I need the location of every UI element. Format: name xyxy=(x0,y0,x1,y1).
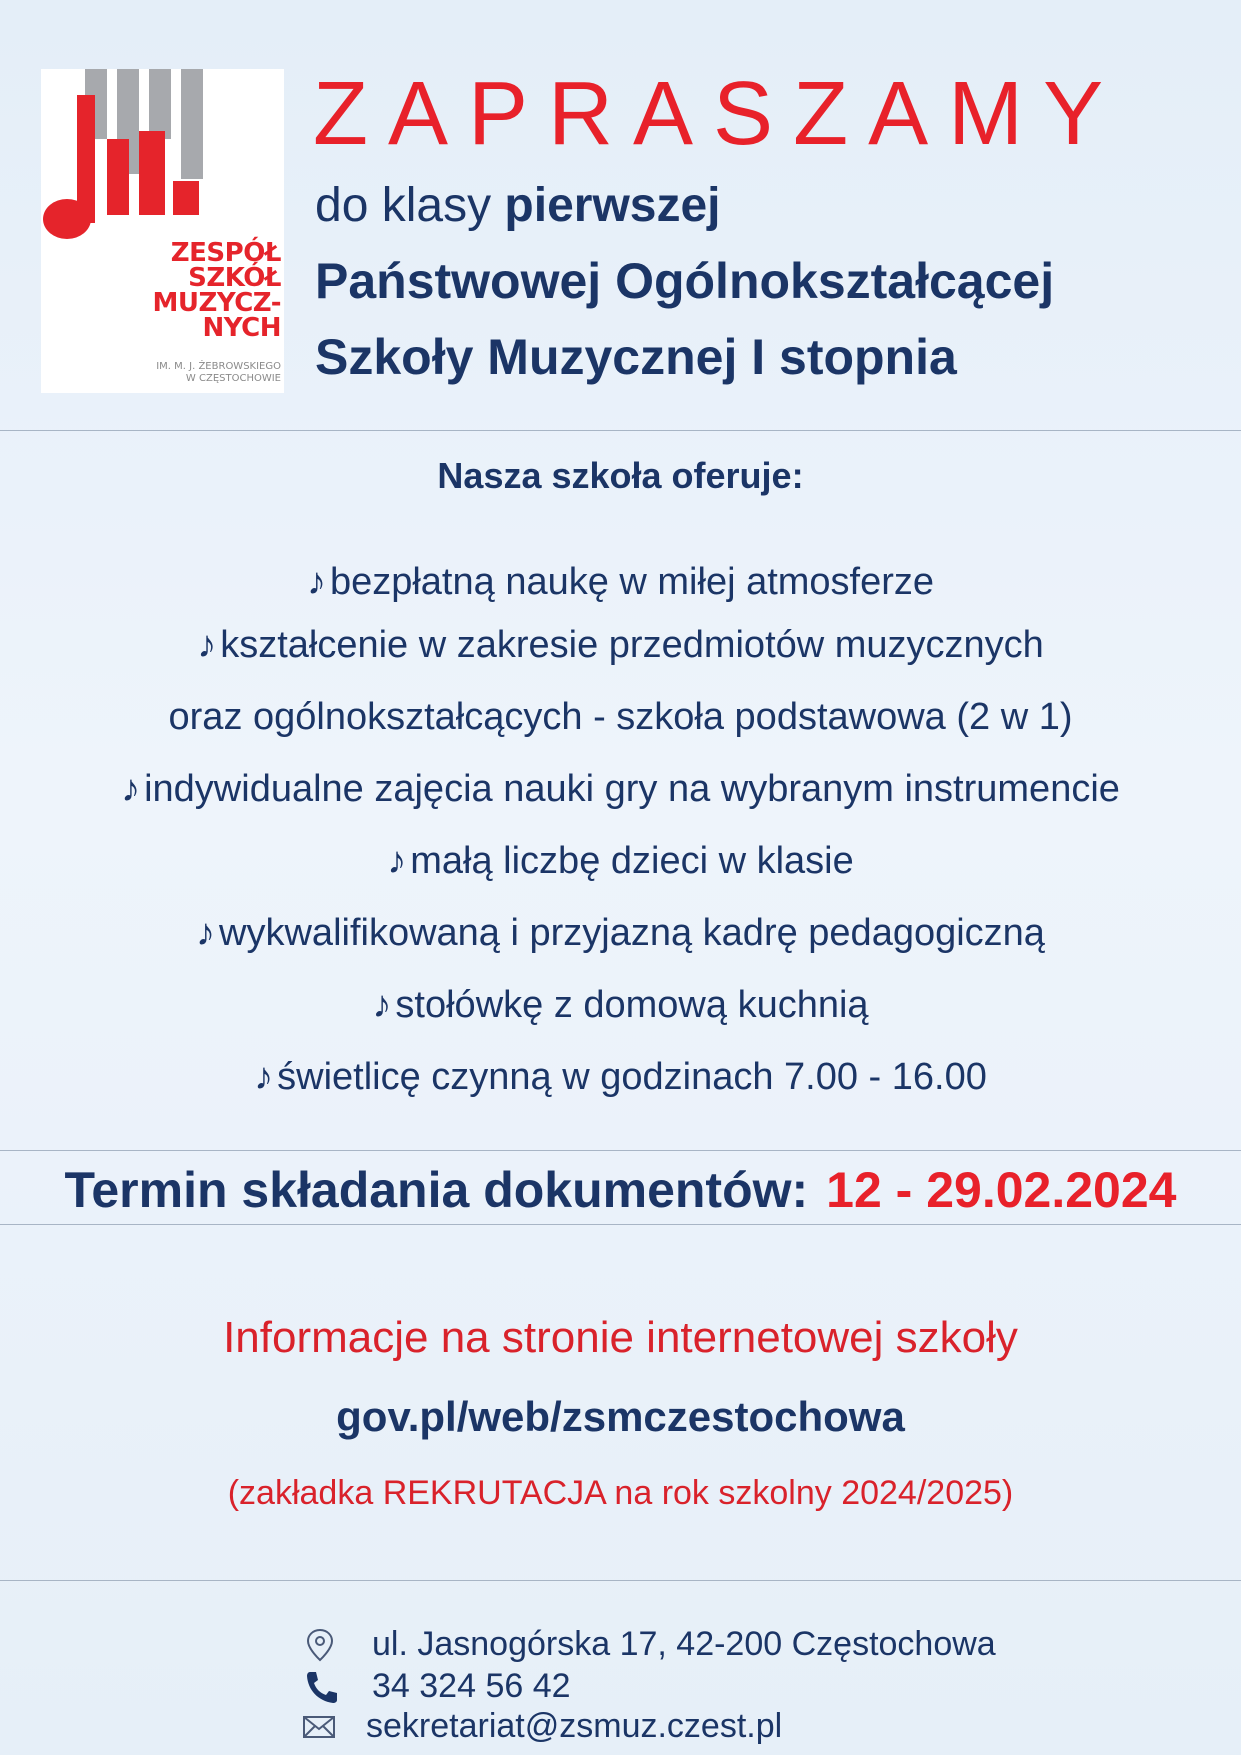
logo-line: NYCH xyxy=(202,313,281,343)
offer-item xyxy=(0,763,1241,815)
offer-item-text: małą liczbę dzieci w klasie xyxy=(410,840,854,882)
contact-email xyxy=(300,1706,1060,1746)
email-link[interactable]: sekretariat@zsmuz.czest.pl xyxy=(366,1707,783,1745)
headline: ZAPRASZAMY xyxy=(313,64,1124,164)
logo-graphic xyxy=(41,69,284,393)
subheading-regular: do klasy xyxy=(315,179,505,232)
phone-icon xyxy=(300,1670,340,1704)
music-note-icon: ♪ xyxy=(121,768,141,810)
contact-phone xyxy=(300,1666,1060,1706)
subheading-class xyxy=(315,176,1215,236)
offer-item-text: wykwalifikowaną i przyjazną kadrę pedagogiczną xyxy=(219,912,1045,954)
deadline-date: 12 - 29.02.2024 xyxy=(826,1162,1177,1218)
deadline-label: Termin składania dokumentów: xyxy=(64,1162,809,1218)
logo-line: ZESPÓŁ xyxy=(170,238,281,268)
subheading-bold: pierwszej xyxy=(504,179,721,232)
address-text: ul. Jasnogórska 17, 42-200 Częstochowa xyxy=(372,1625,996,1663)
location-pin-icon xyxy=(300,1628,340,1662)
divider xyxy=(0,1150,1241,1151)
offer-item xyxy=(0,619,1241,671)
divider xyxy=(0,1224,1241,1225)
offer-item xyxy=(0,835,1241,887)
contact-address xyxy=(300,1624,1060,1664)
offer-item xyxy=(0,556,1241,608)
logo-line: SZKÓŁ xyxy=(188,263,281,293)
offer-title: Nasza szkoła oferuje: xyxy=(437,455,804,496)
offer-item-text: indywidualne zajęcia nauki gry na wybranym instrumencie xyxy=(144,768,1120,810)
logo-subtitle xyxy=(127,361,281,385)
music-note-icon: ♪ xyxy=(372,984,392,1026)
music-note-icon: ♪ xyxy=(196,912,216,954)
subheading-school-level: Szkoły Muzycznej I stopnia xyxy=(315,329,957,385)
music-note-icon: ♪ xyxy=(387,840,407,882)
offer-item-text: świetlicę czynną w godzinach 7.00 - 16.00 xyxy=(277,1056,987,1098)
offer-item-continuation xyxy=(0,691,1241,743)
logo-wordmark xyxy=(119,238,281,343)
envelope-icon xyxy=(300,1710,340,1744)
deadline xyxy=(0,1158,1241,1222)
logo-line: MUZYCZ- xyxy=(152,288,281,318)
divider xyxy=(0,430,1241,431)
offer-item-text: bezpłatną naukę w miłej atmosferze xyxy=(329,561,935,603)
offer-item xyxy=(0,979,1241,1031)
offer-item xyxy=(0,907,1241,959)
divider xyxy=(0,1580,1241,1581)
music-note-icon: ♪ xyxy=(254,1056,274,1098)
offer-item-text: oraz ogólnokształcących - szkoła podstawowa (2 w 1) xyxy=(168,696,1073,738)
subheading-school-type: Państwowej Ogólnokształcącej xyxy=(315,253,1055,309)
website-link[interactable]: gov.pl/web/zsmczestochowa xyxy=(336,1393,905,1440)
logo-sub-line: IM. M. J. ŻEBROWSKIEGO xyxy=(156,361,281,372)
info-line: Informacje na stronie internetowej szkoły xyxy=(223,1313,1018,1362)
recruitment-tab-note: (zakładka REKRUTACJA na rok szkolny 2024/2025) xyxy=(227,1474,1014,1512)
offer-item-text: stołówkę z domową kuchnią xyxy=(395,984,869,1026)
phone-text: 34 324 56 42 xyxy=(372,1667,571,1705)
music-note-icon: ♪ xyxy=(197,624,217,666)
music-note-icon: ♪ xyxy=(306,561,326,603)
logo-sub-line: W CZĘSTOCHOWIE xyxy=(185,373,281,384)
offer-item xyxy=(0,1051,1241,1103)
school-logo xyxy=(41,69,284,393)
offer-item-text: kształcenie w zakresie przedmiotów muzycznych xyxy=(220,624,1044,666)
